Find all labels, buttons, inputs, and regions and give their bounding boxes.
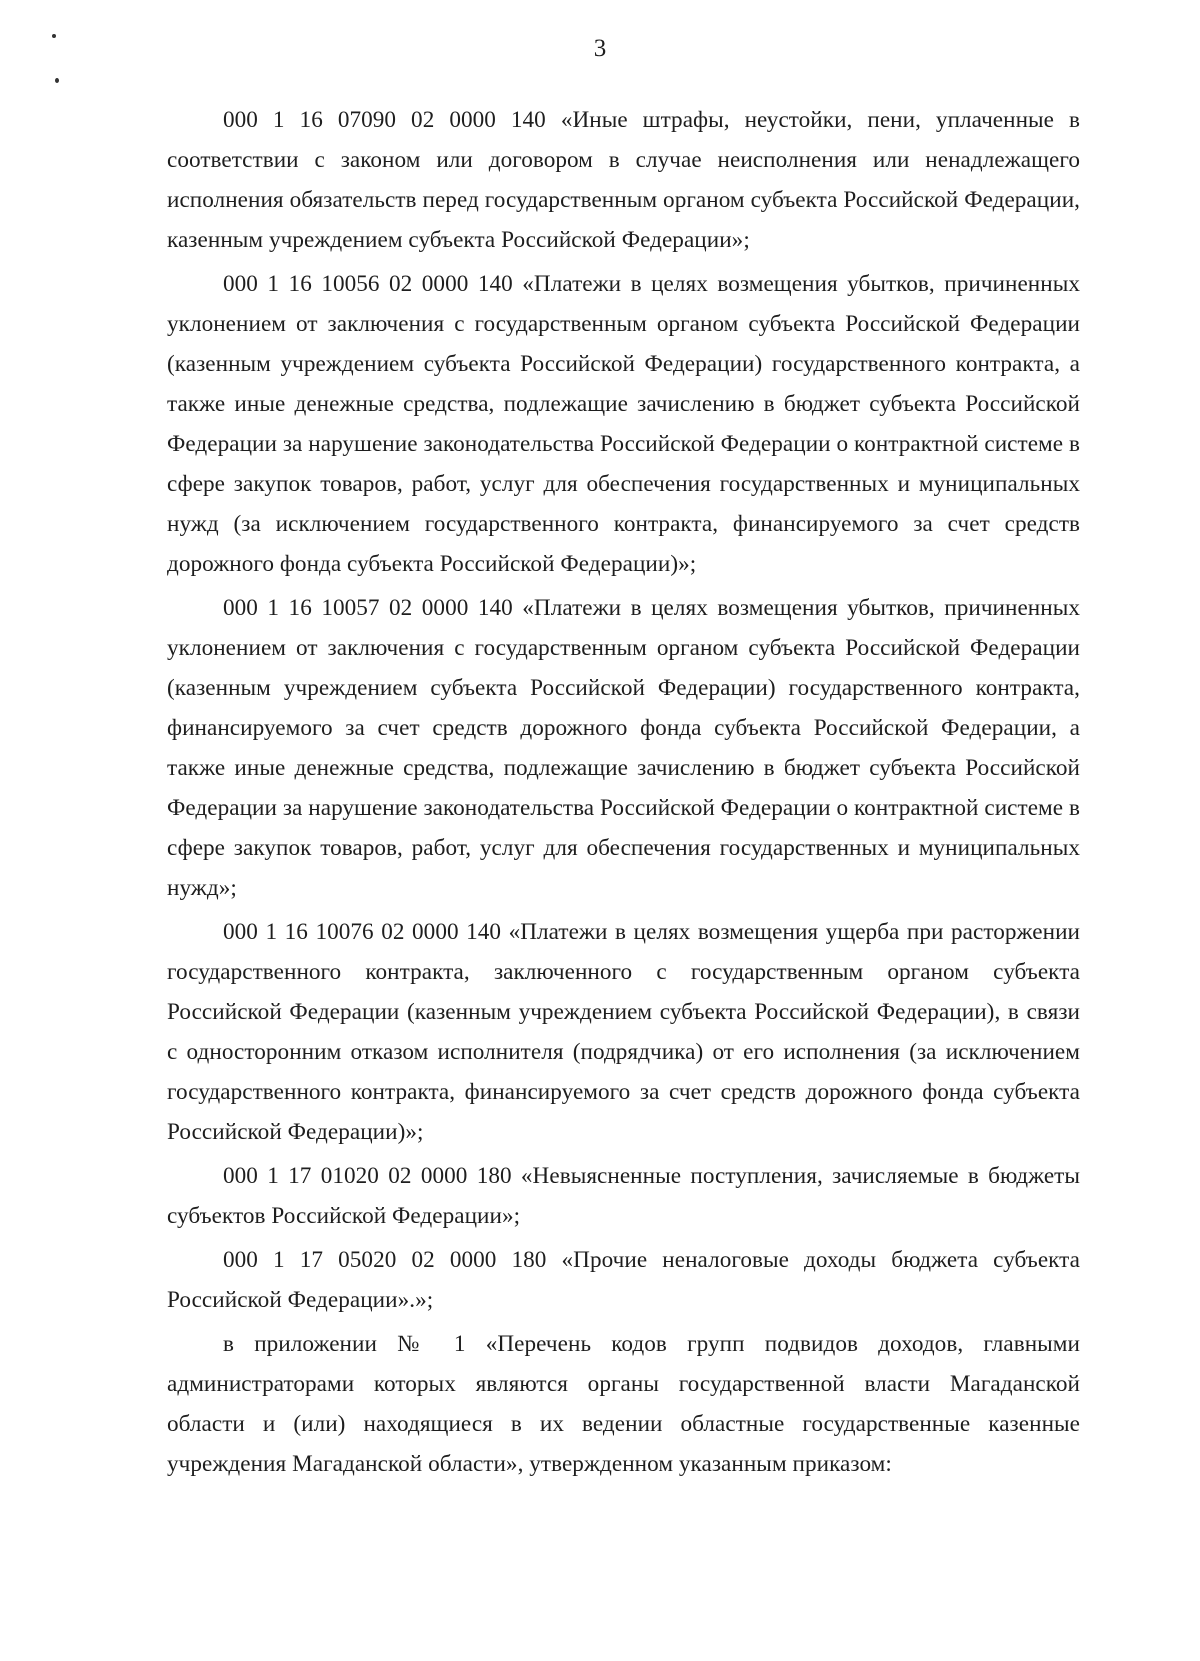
paragraph-code-1170102002: 000 1 17 01020 02 0000 180 «Невыясненные поступления, зачисляемые в бюджеты субъектов Российской Федерации»; (167, 1163, 1080, 1229)
paragraph-appendix-1: в приложении № 1 «Перечень кодов групп подвидов доходов, главными администраторами которых являются органы государственной власти Магаданской области и (или) находящиеся в их ведении областные государственные казенные учреждения Магаданской области», утвержденном указанным приказом: (167, 1331, 1080, 1477)
paragraph-code-1161005602: 000 1 16 10056 02 0000 140 «Платежи в целях возмещения убытков, причиненных уклонением от заключения с государственным органом субъекта Российской Федерации (казенным учреждением субъекта Российской Федерации) государственного контракта, а также иные денежные средства, подлежащие зачислению в бюджет субъекта Российской Федерации за нарушение законодательства Российской Федерации о контрактной системе в сфере закупок товаров, работ, услуг для обеспечения государственных и муниципальных нужд (за исключением государственного контракта, финансируемого за счет средств дорожного фонда субъекта Российской Федерации)»; (167, 271, 1080, 577)
paragraph-code-1161007602: 000 1 16 10076 02 0000 140 «Платежи в целях возмещения ущерба при расторжении государственного контракта, заключенного с государственным органом субъекта Российской Федерации (казенным учреждением субъекта Российской Федерации), в связи с односторонним отказом исполнителя (подрядчика) от его исполнения (за исключением государственного контракта, финансируемого за счет средств дорожного фонда субъекта Российской Федерации)»; (167, 919, 1080, 1145)
paragraph-code-1170502002: 000 1 17 05020 02 0000 180 «Прочие неналоговые доходы бюджета субъекта Российской Федерации».»; (167, 1247, 1080, 1313)
page-number: 3 (593, 35, 607, 62)
document-body (167, 100, 1080, 1488)
scan-speck (55, 78, 59, 83)
paragraph-code-1161005702: 000 1 16 10057 02 0000 140 «Платежи в целях возмещения убытков, причиненных уклонением от заключения с государственным органом субъекта Российской Федерации (казенным учреждением субъекта Российской Федерации) государственного контракта, финансируемого за счет средств дорожного фонда субъекта Российской Федерации, а также иные денежные средства, подлежащие зачислению в бюджет субъекта Российской Федерации за нарушение законодательства Российской Федерации о контрактной системе в сфере закупок товаров, работ, услуг для обеспечения государственных и муниципальных нужд»; (167, 595, 1080, 901)
paragraph-code-1160709002: 000 1 16 07090 02 0000 140 «Иные штрафы, неустойки, пени, уплаченные в соответствии с законом или договором в случае неисполнения или ненадлежащего исполнения обязательств перед государственным органом субъекта Российской Федерации, казенным учреждением субъекта Российской Федерации»; (167, 107, 1080, 253)
